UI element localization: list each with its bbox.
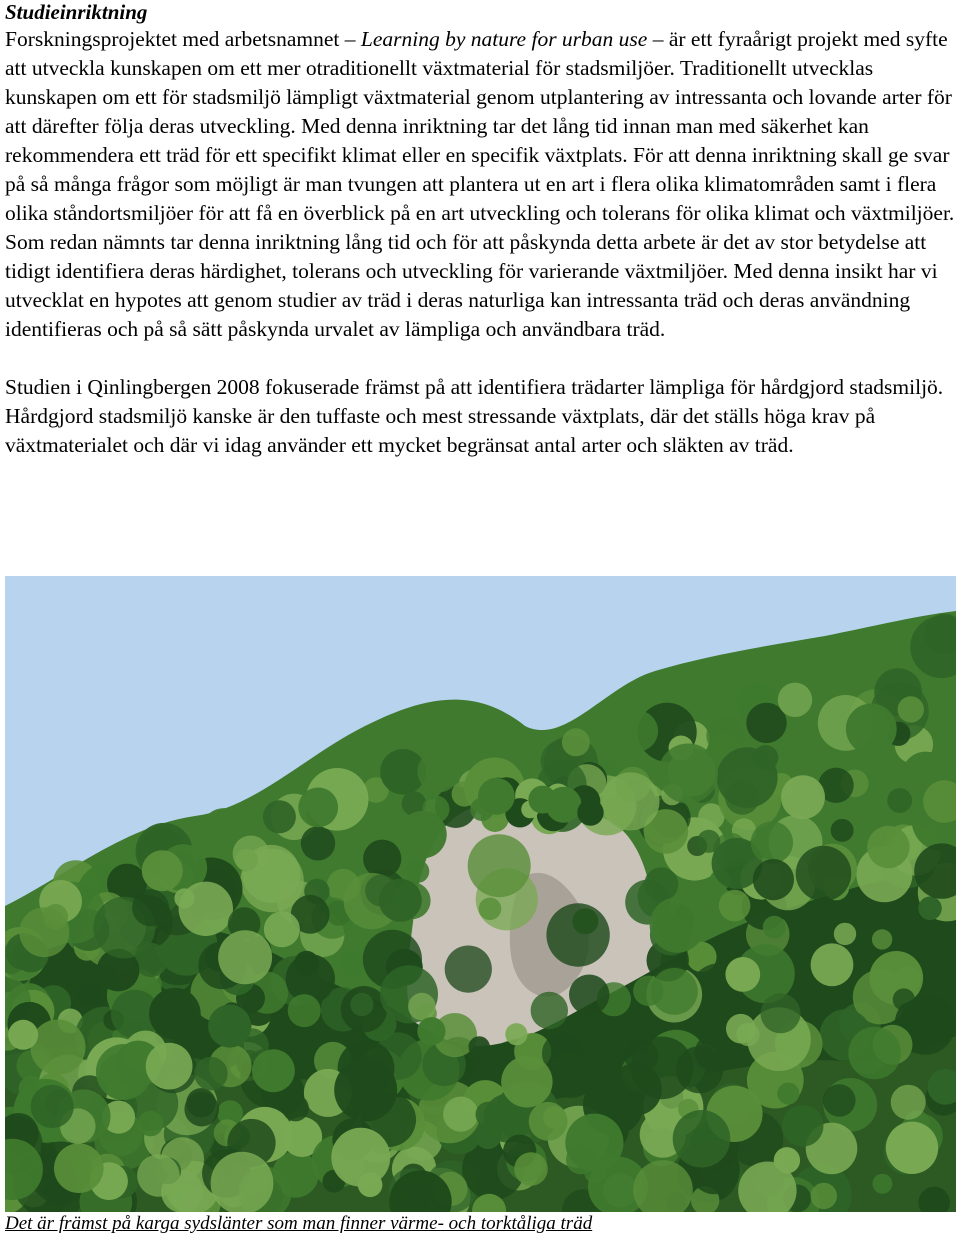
tree-crown <box>298 788 338 828</box>
tree-crown <box>577 799 603 825</box>
tree-crown <box>31 1085 74 1128</box>
tree-crown <box>252 1049 295 1092</box>
tree-crown <box>8 1020 38 1050</box>
tree-crown <box>146 1043 193 1090</box>
tree-crown <box>468 834 531 897</box>
tree-crown <box>918 897 942 921</box>
tree-crown <box>887 788 912 813</box>
tree-crown <box>445 946 492 993</box>
tree-crown <box>30 1020 85 1075</box>
tree-crown <box>331 1128 390 1187</box>
tree-crown <box>753 859 794 900</box>
tree-crown <box>528 786 556 814</box>
tree-crown <box>19 907 69 957</box>
tree-crown <box>294 951 319 976</box>
tree-crown <box>194 1057 228 1091</box>
tree-crown <box>264 911 300 947</box>
tree-crown <box>408 993 436 1021</box>
tree-crown <box>478 778 515 815</box>
tree-crown <box>796 846 852 902</box>
tree-crown <box>406 860 429 883</box>
intro-text-rest: – är ett fyraårigt projekt med syfte att utveckla kunskapen om ett mer otraditionellt växtmaterial för stadsmiljöer. Traditionellt utvecklas kunskapen om ett för stadsmiljö lämpligt växtmaterial genom utplantering av intressanta och lovande arter för att därefter följa deras utveckling. Med denna inriktning tar det lång tid innan man med säkerhet kan rekommendera ett träd för ett specifikt klimat eller en specifik växtplats. För att denna inriktning skall ge svar på så många frågor som möjligt är man tvungen att plantera ut en art i flera olika klimatområden samt i flera olika ståndortsmiljöer för att få en överblick på en art utveckling och tolerans för olika klimat och växtmiljöer. Som redan nämnts tar denna inriktning lång tid och för att påskynda detta arbete är det av stor betydelse att tidigt identifiera deras härdighet, tolerans och utveckling för varierande växtmiljöer. Med denna insikt har vi utvecklat en hypotes att genom studier av träd i deras naturliga kan intressanta träd och deras användning identifieras och på så sätt påskynda urvalet av lämpliga och användbara träd. <box>5 27 955 341</box>
figure-caption: Det är främst på karga sydslänter som man finner värme- och torktåliga träd <box>5 1213 593 1234</box>
tree-crown <box>898 696 924 722</box>
forest-cliff-illustration <box>5 576 956 1212</box>
tree-crown <box>149 988 201 1040</box>
project-title: Learning by nature for urban use <box>360 27 648 51</box>
tree-crown <box>137 1154 180 1197</box>
intro-text-start: Forskningsprojektet med arbetsnamnet – <box>5 27 361 51</box>
tree-crown <box>340 950 365 975</box>
tree-crown <box>546 903 609 966</box>
tree-crown <box>872 1174 892 1194</box>
tree-crown <box>673 1110 731 1168</box>
tree-crown <box>142 850 183 891</box>
tree-crown <box>469 1036 490 1057</box>
section-heading: Studieinriktning <box>5 0 148 24</box>
tree-crown <box>658 744 718 804</box>
tree-crown <box>848 1027 901 1080</box>
tree-crown <box>565 1114 623 1172</box>
study-paragraph: Studien i Qinlingbergen 2008 fokuserade främst på att identifiera trädarter lämpliga för hårdgjord stadsmiljö. Hårdgjord stadsmiljö kanske är den tuffaste och mest stressande växtplats, där det ställs höga krav på växtmaterialet och där vi idag använder ett mycket begränsat antal arter och släkten av träd. <box>5 375 944 457</box>
tree-crown <box>505 1023 527 1045</box>
tree-crown <box>184 1092 219 1127</box>
tree-crown <box>697 830 720 853</box>
tree-crown <box>263 800 296 833</box>
tree-crown <box>301 826 335 860</box>
tree-crown <box>778 683 812 717</box>
intro-paragraph <box>5 25 955 344</box>
tree-crown <box>891 1085 926 1120</box>
tree-crown <box>288 994 321 1027</box>
tree-crown <box>479 898 502 921</box>
tree-crown <box>725 780 759 814</box>
tree-crown <box>443 1097 478 1132</box>
tree-crown <box>363 840 401 878</box>
tree-crown <box>811 1183 837 1209</box>
tree-crown <box>867 826 909 868</box>
tree-crown <box>602 772 660 830</box>
tree-crown <box>174 888 194 908</box>
tree-crown <box>78 983 102 1007</box>
tree-crown <box>719 890 751 922</box>
tree-crown <box>562 728 590 756</box>
mountain-forest-photo <box>5 576 956 1212</box>
tree-crown <box>831 819 854 842</box>
tree-crown <box>531 992 568 1029</box>
tree-crown <box>379 879 422 922</box>
tree-crown <box>834 923 856 945</box>
tree-crown <box>417 750 459 792</box>
tree-crown <box>763 916 786 939</box>
tree-crown <box>751 821 793 863</box>
tree-crown <box>501 1056 552 1107</box>
tree-crown <box>886 1122 938 1174</box>
tree-crown <box>617 711 658 752</box>
tree-crown <box>529 1102 568 1141</box>
tree-crown <box>872 929 892 949</box>
tree-crown <box>893 988 915 1010</box>
tree-crown <box>54 1143 104 1193</box>
tree-crown <box>761 993 801 1033</box>
tree-crown <box>644 867 678 901</box>
tree-crown <box>350 993 373 1016</box>
tree-crown <box>334 1059 397 1122</box>
tree-crown <box>211 1152 274 1212</box>
tree-crown <box>233 836 269 872</box>
tree-crown <box>725 957 760 992</box>
tree-crown <box>811 943 854 986</box>
tree-crown <box>132 889 169 926</box>
tree-crown <box>650 897 706 953</box>
tree-crown <box>514 1152 548 1186</box>
tree-crown <box>823 1084 856 1117</box>
tree-crown <box>138 1111 164 1137</box>
tree-crown <box>846 704 897 755</box>
tree-crown <box>777 1083 799 1105</box>
tree-crown <box>569 975 609 1015</box>
tree-crown <box>651 968 698 1015</box>
document-page <box>5 0 955 460</box>
tree-crown <box>782 1105 824 1147</box>
tree-crown <box>218 930 272 984</box>
tree-crown <box>399 811 447 859</box>
tree-crown <box>208 1005 251 1048</box>
tree-crown <box>933 933 954 954</box>
tree-crown <box>282 1095 309 1122</box>
tree-crown <box>417 1017 445 1045</box>
tree-crown <box>781 775 825 819</box>
tree-crown <box>631 1037 694 1100</box>
